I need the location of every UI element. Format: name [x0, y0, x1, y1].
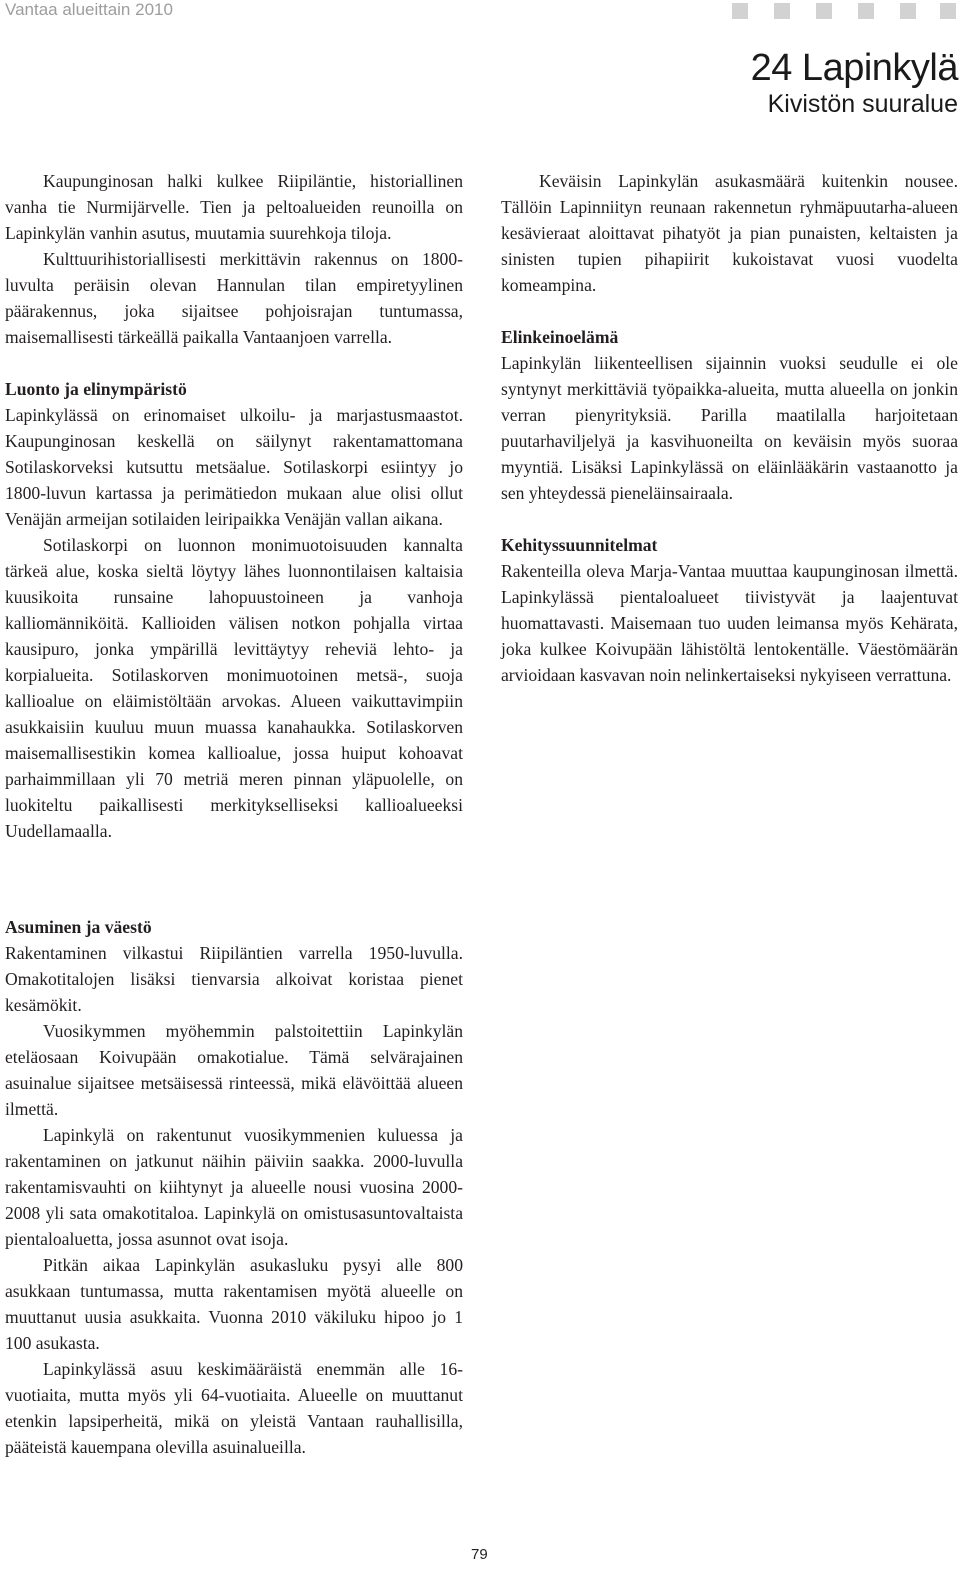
header-decoration [732, 3, 956, 19]
nature-paragraph: Lapinkylässä on erinomaiset ulkoilu- ja marjastusmaastot. Kaupunginosan keskellä on säilynyt rakentamattomana Sotilaskorveksi kutsuttu metsäalue. Sotilaskorpi esiintyy jo 1800-luvun kartassa ja perimätiedon mukaan alue olisi ollut Venäjän armeijan sotilaiden leiripaikka Venäjän vallan aikana. [5, 405, 463, 529]
housing-paragraph: Pitkän aikaa Lapinkylän asukasluku pysyi alle 800 asukkaan tuntumassa, mutta rakentamisen myötä alueelle on muuttanut uusia asukkaita. Vuonna 2010 väkiluku hipoo jo 1 100 asukasta. [5, 1255, 463, 1353]
decorative-square [774, 3, 790, 19]
decorative-square [900, 3, 916, 19]
decorative-square [858, 3, 874, 19]
housing-paragraph: Vuosikymmen myöhemmin palstoitettiin Lapinkylän eteläosaan Koivupään omakotialue. Tämä selvärajainen asuinalue sijaitsee metsäisessä rinteessä, mikä elävöittää alueen ilmettä. [5, 1021, 463, 1119]
page-subtitle: Kivistön suuralue [767, 90, 958, 118]
decorative-square [940, 3, 956, 19]
business-paragraph: Lapinkylän liikenteellisen sijainnin vuoksi seudulle ei ole syntynyt merkittäviä työpaikka-alueita, mutta alueella on jonkin verran pienyrityksiä. Parilla maatilalla harjoitetaan puutarhaviljelyä ja kasvihuoneilta on keväisin myös suoraa myyntiä. Lisäksi Lapinkylässä on eläinlääkärin vastaanotto ja sen yhteydessä pieneläinsairaala. [501, 353, 958, 503]
intro-paragraph: Kulttuurihistoriallisesti merkittävin rakennus on 1800-luvulta peräisin olevan Hannulan tilan empiretyylinen päärakennus, joka sijaitsee pohjoisrajan tuntumassa, maisemallisesti tärkeällä paikalla Vantaanjoen varrella. [5, 249, 463, 347]
left-column [5, 168, 463, 844]
decorative-square [732, 3, 748, 19]
left-column-lower [5, 914, 463, 1460]
intro-paragraph: Kaupunginosan halki kulkee Riipiläntie, historiallinen vanha tie Nurmijärvelle. Tien ja peltoalueiden reunoilla on Lapinkylän vanhin asutus, muutamia suurehkoja tiloja. [5, 171, 463, 243]
section-heading-nature: Luonto ja elinympäristö [5, 379, 187, 399]
housing-paragraph: Lapinkylä on rakentunut vuosikymmenien kuluessa ja rakentaminen on jatkunut näihin päiviin saakka. 2000-luvulla rakentamisvauhti on kiihtynyt ja alueelle nousi vuosina 2000-2008 yli sata omakotitaloa. Lapinkylä on omistusasuntovaltaista pientaloaluetta, jossa asunnot ovat isoja. [5, 1125, 463, 1249]
section-heading-housing: Asuminen ja väestö [5, 917, 152, 937]
publication-title: Vantaa alueittain 2010 [5, 0, 173, 19]
section-heading-business: Elinkeinoelämä [501, 327, 619, 347]
housing-paragraph: Rakentaminen vilkastui Riipiläntien varrella 1950-luvulla. Omakotitalojen lisäksi tienvarsia alkoivat koristaa pienet kesämökit. [5, 943, 463, 1015]
development-paragraph: Rakenteilla oleva Marja-Vantaa muuttaa kaupunginosan ilmettä. Lapinkylässä pientaloalueet tiivistyvät ja laajentuvat huomattavasti. Maisemaan tuo uuden leimansa myös Kehärata, joka kulkee Koivupään lähistöltä lentokentälle. Väestömäärän arvioidaan kasvavan noin nelinkertaiseksi nykyiseen verrattuna. [501, 561, 958, 685]
decorative-square [816, 3, 832, 19]
page-number: 79 [471, 1546, 488, 1563]
right-column [501, 168, 958, 688]
spring-paragraph: Keväisin Lapinkylän asukasmäärä kuitenkin nousee. Tällöin Lapinniityn reunaan rakennetun ryhmäpuutarha-alueen kesävieraat aloittavat pihatyöt ja pian punaisten, keltaisten ja sinisten tupien pihapiirit kukoistavat vuosi vuodelta komeampina. [501, 171, 958, 295]
page-title-block [751, 46, 958, 118]
section-heading-development: Kehityssuunnitelmat [501, 535, 658, 555]
nature-paragraph: Sotilaskorpi on luonnon monimuotoisuuden kannalta tärkeä alue, koska sieltä löytyy lähes luonnontilaisen kaltaisia kuusikoita runsaine lahopuustoineen ja vanhoja kalliomänniköitä. Kallioiden välisen notkon pohjalla virtaa kausipuro, jonka ympärillä levittäytyy reheviä lehto- ja korpialueita. Sotilaskorven monimuotoinen metsä-, suoja kallioalue on eläimistöltään arvokas. Alueen vaikuttavimpiin asukkaisiin kuuluu muun muassa kanahaukka. Sotilaskorven maisemallisestikin komea kallioalue, jossa huiput kohoavat parhaimmillaan yli 70 metriä meren pinnan yläpuolelle, on luokiteltu paikallisesti merkitykselliseksi kallioalueeksi Uudellamaalla. [5, 535, 463, 841]
page-title: 24 Lapinkylä [750, 47, 958, 89]
housing-paragraph: Lapinkylässä asuu keskimääräistä enemmän alle 16-vuotiaita, mutta myös yli 64-vuotiaita. Alueelle on muuttanut etenkin lapsiperheitä, mikä on yleistä Vantaan rauhallisilla, pääteistä kauempana olevilla asuinalueilla. [5, 1359, 463, 1457]
